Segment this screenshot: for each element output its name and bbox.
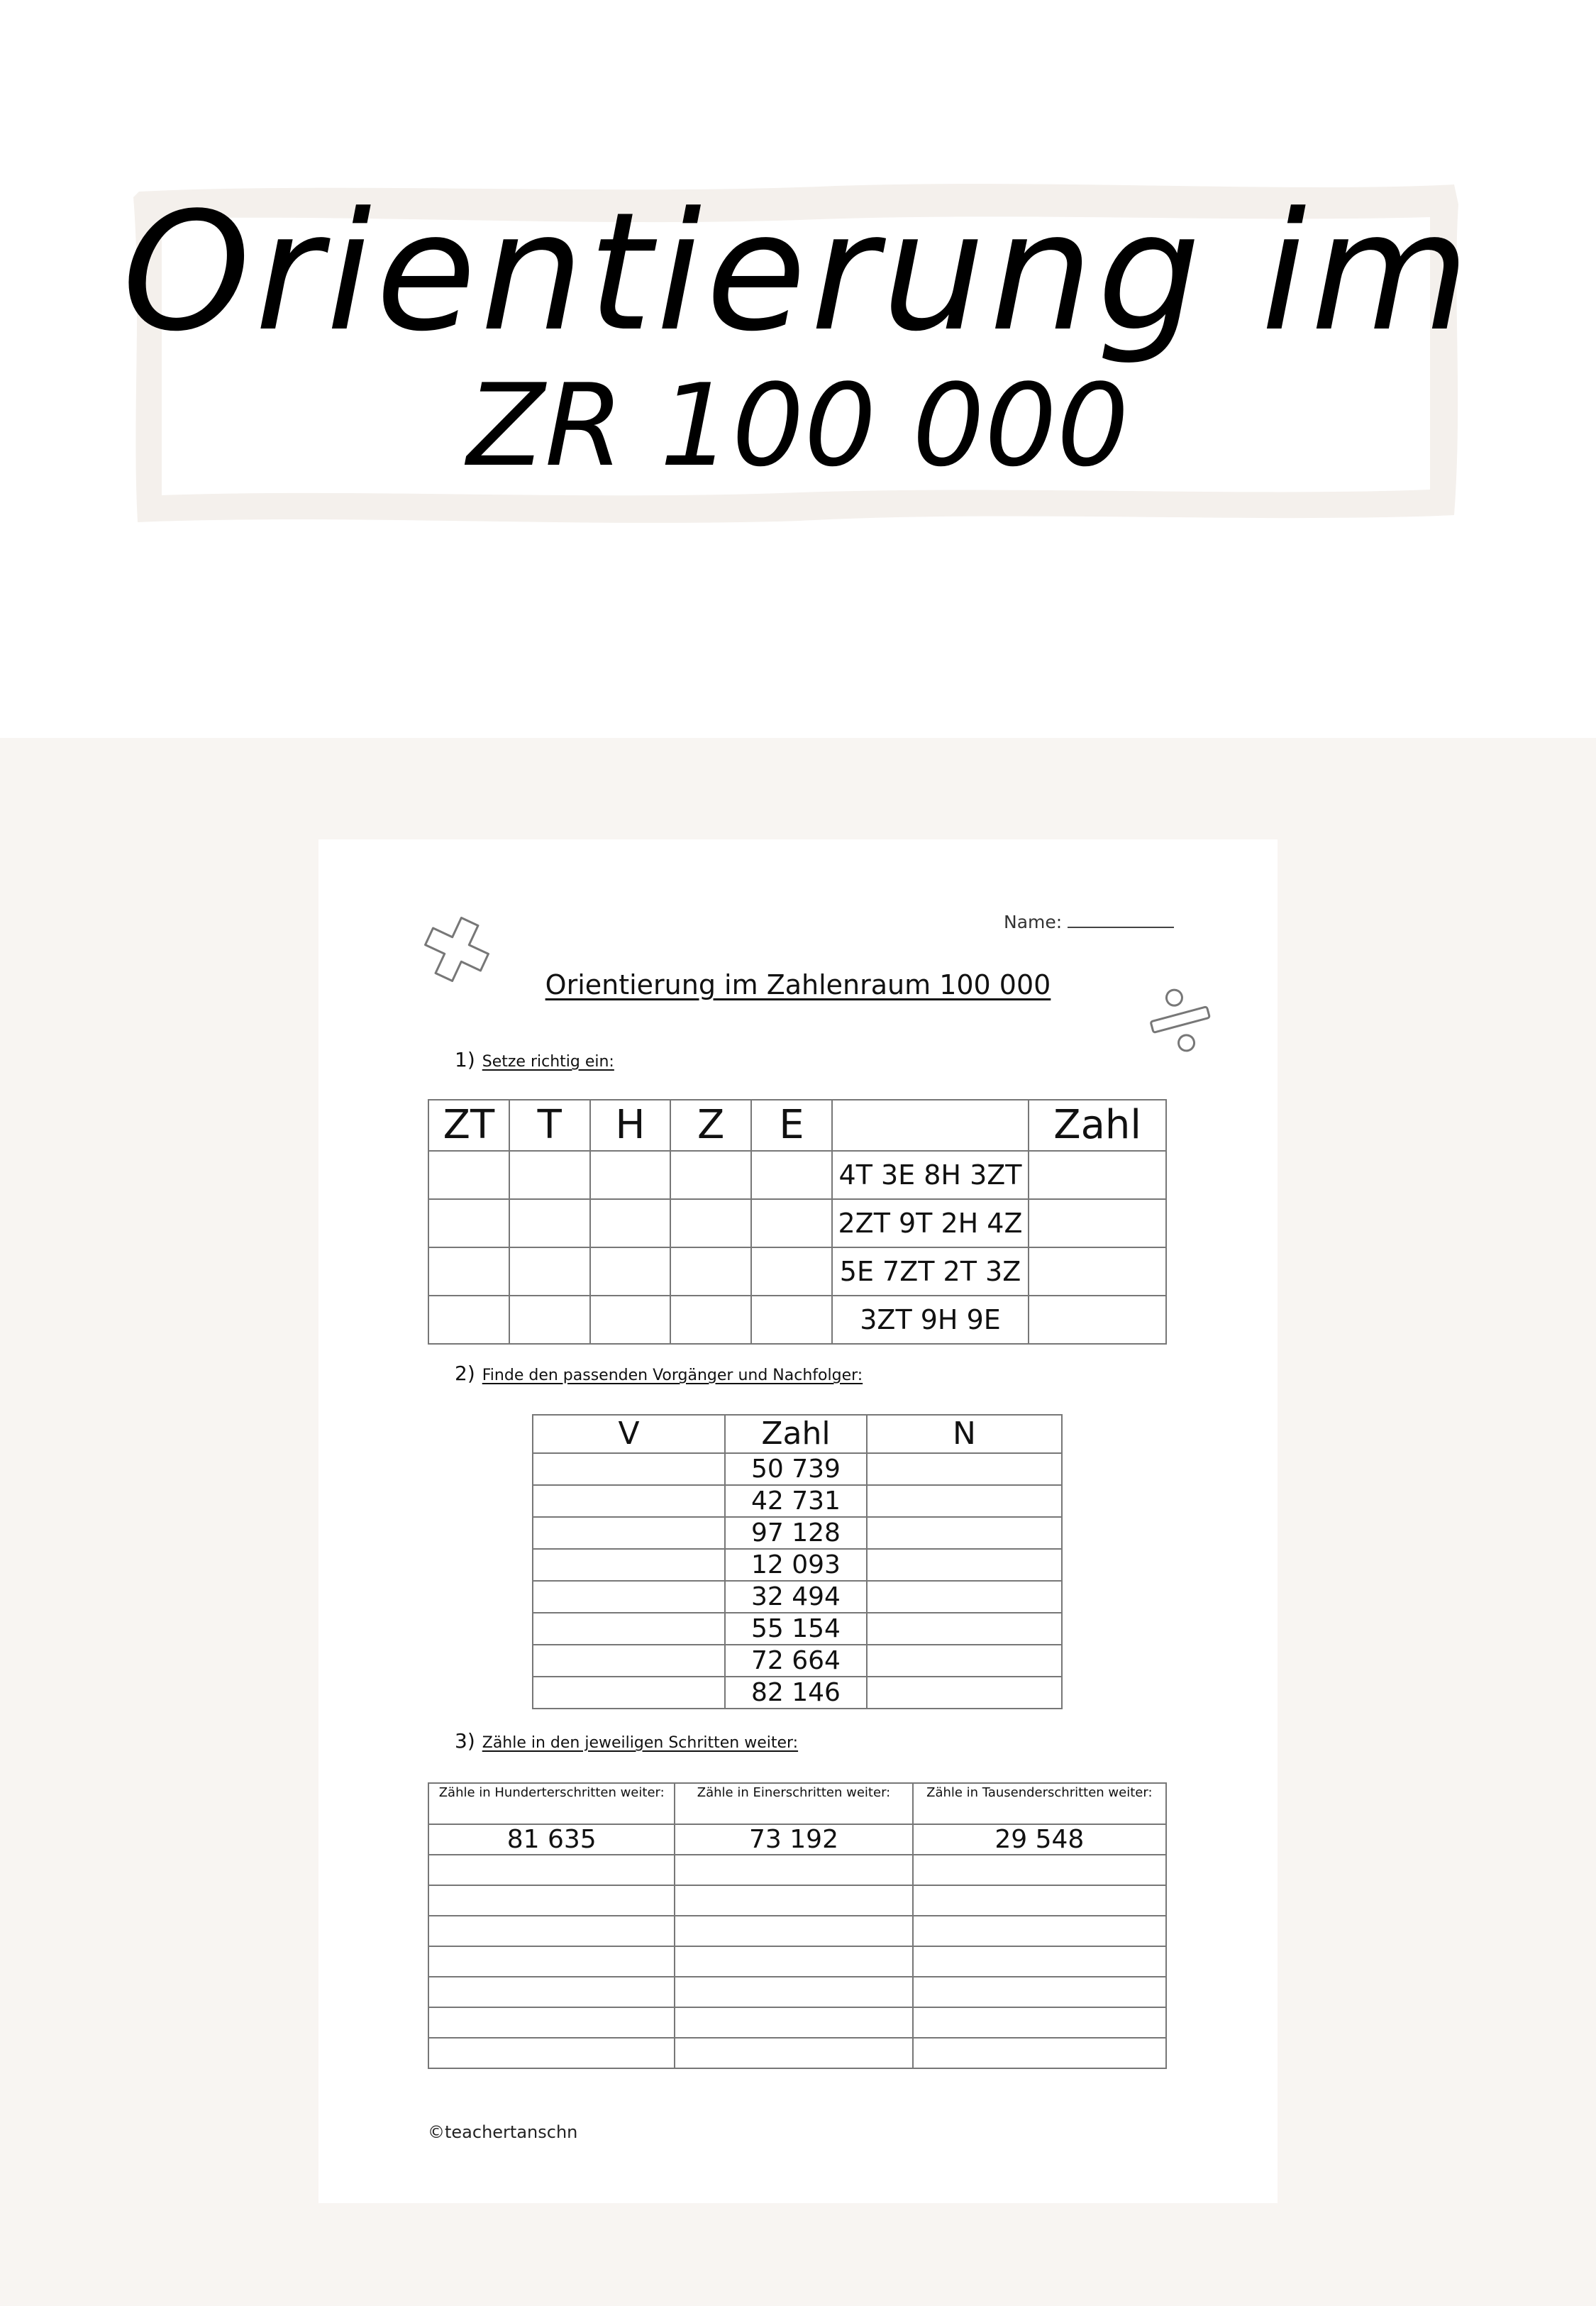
- cell-v[interactable]: [533, 1453, 725, 1485]
- header-t: T: [509, 1100, 590, 1151]
- cell-hundreds[interactable]: [428, 1916, 675, 1946]
- task2-heading: [455, 1362, 863, 1385]
- start-value-thousands: 29 548: [913, 1824, 1166, 1855]
- cover-title-line2: ZR 100 000: [467, 359, 1129, 492]
- name-field: [1004, 912, 1174, 932]
- task2-instruction: Finde den passenden Vorgänger und Nachfolger:: [482, 1367, 863, 1384]
- cell-number: 12 093: [725, 1549, 867, 1581]
- task1-instruction: Setze richtig ein:: [482, 1053, 614, 1071]
- cell-hundreds[interactable]: [428, 1946, 675, 1977]
- task3-instruction: Zähle in den jeweiligen Schritten weiter:: [482, 1734, 799, 1752]
- cell-e[interactable]: [751, 1296, 832, 1344]
- cell-zahl[interactable]: [1029, 1247, 1166, 1296]
- cell-thousands[interactable]: [913, 2038, 1166, 2068]
- header-blank: [832, 1100, 1029, 1151]
- table-row: [533, 1613, 1062, 1645]
- cell-n[interactable]: [867, 1485, 1062, 1517]
- cell-z[interactable]: [670, 1296, 751, 1344]
- counting-table: [428, 1782, 1167, 2069]
- cell-hundreds[interactable]: [428, 2038, 675, 2068]
- header-ones: Zähle in Einerschritten weiter:: [675, 1783, 912, 1824]
- table-row: [533, 1485, 1062, 1517]
- cell-zt[interactable]: [428, 1151, 509, 1199]
- header-zahl: Zahl: [725, 1415, 867, 1453]
- cell-number: 42 731: [725, 1485, 867, 1517]
- cell-e[interactable]: [751, 1151, 832, 1199]
- table-row: [533, 1549, 1062, 1581]
- cell-t[interactable]: [509, 1296, 590, 1344]
- cell-v[interactable]: [533, 1549, 725, 1581]
- cell-thousands[interactable]: [913, 1977, 1166, 2007]
- cell-number: 72 664: [725, 1645, 867, 1677]
- cell-n[interactable]: [867, 1549, 1062, 1581]
- predecessor-successor-table: [532, 1414, 1063, 1709]
- cell-hundreds[interactable]: [428, 1977, 675, 2007]
- cell-z[interactable]: [670, 1247, 751, 1296]
- cell-n[interactable]: [867, 1645, 1062, 1677]
- table-row: [428, 2038, 1166, 2068]
- cell-thousands[interactable]: [913, 1885, 1166, 1916]
- name-line: [1068, 927, 1174, 928]
- task1-number: 1): [455, 1048, 475, 1071]
- cell-zahl[interactable]: [1029, 1199, 1166, 1247]
- header-v: V: [533, 1415, 725, 1453]
- cell-h[interactable]: [590, 1151, 671, 1199]
- cell-hundreds[interactable]: [428, 1885, 675, 1916]
- table-row: [428, 1247, 1166, 1296]
- table-row: [533, 1677, 1062, 1709]
- cell-number: 82 146: [725, 1677, 867, 1709]
- cell-ones[interactable]: [675, 1946, 912, 1977]
- table-header-row: [428, 1100, 1166, 1151]
- cell-decomposition: 3ZT 9H 9E: [832, 1296, 1029, 1344]
- header-z: Z: [670, 1100, 751, 1151]
- start-value-hundreds: 81 635: [428, 1824, 675, 1855]
- worksheet-title: Orientierung im Zahlenraum 100 000: [545, 969, 1051, 1000]
- table-row: [533, 1517, 1062, 1549]
- table-header-row: [428, 1783, 1166, 1824]
- worksheet-page: [318, 839, 1278, 2203]
- cell-h[interactable]: [590, 1296, 671, 1344]
- cell-thousands[interactable]: [913, 1855, 1166, 1885]
- cell-zahl[interactable]: [1029, 1296, 1166, 1344]
- header-h: H: [590, 1100, 671, 1151]
- header-zahl: Zahl: [1029, 1100, 1166, 1151]
- header-thousands: Zähle in Tausenderschritten weiter:: [913, 1783, 1166, 1824]
- cell-n[interactable]: [867, 1581, 1062, 1613]
- table-row: [428, 1885, 1166, 1916]
- cell-t[interactable]: [509, 1247, 590, 1296]
- cell-ones[interactable]: [675, 2007, 912, 2038]
- table-row: [428, 1199, 1166, 1247]
- cell-decomposition: 2ZT 9T 2H 4Z: [832, 1199, 1029, 1247]
- start-value-ones: 73 192: [675, 1824, 912, 1855]
- cell-zt[interactable]: [428, 1296, 509, 1344]
- start-value-row: [428, 1824, 1166, 1855]
- copyright: ©teachertanschn: [428, 2122, 578, 2142]
- cell-ones[interactable]: [675, 1977, 912, 2007]
- counting-rows: [428, 1855, 1166, 2068]
- cell-thousands[interactable]: [913, 1946, 1166, 1977]
- cell-n[interactable]: [867, 1517, 1062, 1549]
- cell-zahl[interactable]: [1029, 1151, 1166, 1199]
- cell-number: 55 154: [725, 1613, 867, 1645]
- cell-number: 32 494: [725, 1581, 867, 1613]
- cell-v[interactable]: [533, 1613, 725, 1645]
- table-row: [428, 1296, 1166, 1344]
- table-row: [428, 1151, 1166, 1199]
- header-n: N: [867, 1415, 1062, 1453]
- header-e: E: [751, 1100, 832, 1151]
- cell-z[interactable]: [670, 1151, 751, 1199]
- cell-hundreds[interactable]: [428, 2007, 675, 2038]
- table-row: [533, 1645, 1062, 1677]
- cell-decomposition: 5E 7ZT 2T 3Z: [832, 1247, 1029, 1296]
- cell-ones[interactable]: [675, 1855, 912, 1885]
- cell-h[interactable]: [590, 1247, 671, 1296]
- cell-thousands[interactable]: [913, 1916, 1166, 1946]
- table-row: [533, 1453, 1062, 1485]
- table-row: [428, 1916, 1166, 1946]
- cell-thousands[interactable]: [913, 2007, 1166, 2038]
- cell-decomposition: 4T 3E 8H 3ZT: [832, 1151, 1029, 1199]
- cell-n[interactable]: [867, 1613, 1062, 1645]
- cell-number: 50 739: [725, 1453, 867, 1485]
- table-row: [428, 1855, 1166, 1885]
- cell-n[interactable]: [867, 1677, 1062, 1709]
- table-header-row: [533, 1415, 1062, 1453]
- cell-zt[interactable]: [428, 1247, 509, 1296]
- cell-e[interactable]: [751, 1199, 832, 1247]
- cell-ones[interactable]: [675, 2038, 912, 2068]
- cell-v[interactable]: [533, 1581, 725, 1613]
- task2-number: 2): [455, 1362, 475, 1385]
- name-label: Name:: [1004, 912, 1063, 932]
- cell-e[interactable]: [751, 1247, 832, 1296]
- table-row: [428, 1977, 1166, 2007]
- cell-number: 97 128: [725, 1517, 867, 1549]
- cell-v[interactable]: [533, 1677, 725, 1709]
- cell-z[interactable]: [670, 1199, 751, 1247]
- cell-v[interactable]: [533, 1517, 725, 1549]
- cell-n[interactable]: [867, 1453, 1062, 1485]
- task3-number: 3): [455, 1729, 475, 1753]
- cell-t[interactable]: [509, 1151, 590, 1199]
- cell-v[interactable]: [533, 1645, 725, 1677]
- table-row: [428, 1946, 1166, 1977]
- task1-heading: [455, 1048, 614, 1071]
- cover-title-line1: Orientierung im: [122, 178, 1474, 368]
- header-hundreds: Zähle in Hunderterschritten weiter:: [428, 1783, 675, 1824]
- task3-heading: [455, 1729, 798, 1753]
- cell-ones[interactable]: [675, 1916, 912, 1946]
- cell-h[interactable]: [590, 1199, 671, 1247]
- table-row: [533, 1581, 1062, 1613]
- header-zt: ZT: [428, 1100, 509, 1151]
- cell-ones[interactable]: [675, 1885, 912, 1916]
- cell-v[interactable]: [533, 1485, 725, 1517]
- place-value-table: [428, 1099, 1167, 1345]
- cell-t[interactable]: [509, 1199, 590, 1247]
- cell-zt[interactable]: [428, 1199, 509, 1247]
- cell-hundreds[interactable]: [428, 1855, 675, 1885]
- table-row: [428, 2007, 1166, 2038]
